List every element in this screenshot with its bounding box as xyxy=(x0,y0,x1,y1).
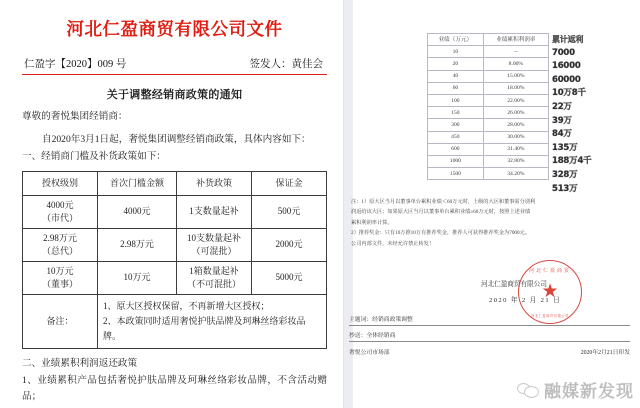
cell-restock-2: 10支数量起补 （可混批） xyxy=(177,228,252,261)
red-divider-rule xyxy=(22,74,327,75)
table-row xyxy=(428,155,549,167)
profit-rebate-table xyxy=(427,33,549,180)
table-row xyxy=(428,94,549,106)
bubble-front xyxy=(524,386,539,398)
cell-profit-rate: 31.40% xyxy=(483,143,548,155)
profit-table-body xyxy=(428,46,549,180)
footnote-line-2: 润返给该大区；如果原大区当月以董事单台累积业绩≥60万元时，按照上述业绩 xyxy=(351,209,531,216)
th-profit-rate: 业绩累积利润率 xyxy=(483,34,548,46)
seal-top-arc-text: 河北仁盈商贸 xyxy=(528,269,572,274)
note-label: 备注： xyxy=(23,294,98,348)
cell-performance: 150 xyxy=(428,107,484,119)
table-row xyxy=(428,70,549,82)
cell-rebate: 10万8千 xyxy=(552,88,586,99)
table-row xyxy=(428,119,549,131)
cell-rebate: 7000 xyxy=(552,47,575,58)
footer-issue-date: 2020年2月21日印发 xyxy=(580,350,630,356)
note-content xyxy=(98,294,327,348)
cell-profit-rate: 32.80% xyxy=(483,155,548,167)
table-note-row xyxy=(23,294,327,348)
footnote-line-3: 累积利润率计算。 xyxy=(351,219,393,226)
section-2-item-1: 1、业绩累积产品包括奢悦护肤品牌及珂琳丝络彩妆品牌，不含活动赠品； xyxy=(22,375,327,402)
table-row xyxy=(428,46,549,58)
cell-rebate: 328万 xyxy=(552,169,578,180)
cell-amount-3: 10万元 xyxy=(98,261,177,294)
th-level: 授权级别 xyxy=(23,171,98,195)
cell-performance: 1000 xyxy=(428,155,484,167)
company-file-title: 河北仁盈商贸有限公司文件 xyxy=(66,19,283,39)
cell-level-2: 2.98万元 （总代） xyxy=(23,228,98,261)
table-row xyxy=(428,107,549,119)
th-deposit: 保证金 xyxy=(252,171,327,195)
footnote-line-5: 公司内部文件，未经允许禁止转发！ xyxy=(351,240,435,247)
cell-performance: 10 xyxy=(428,46,484,58)
footer-cc: 抄送：全体经销商 xyxy=(349,330,630,342)
cell-performance: 20 xyxy=(428,58,484,70)
cell-performance: 300 xyxy=(428,119,484,131)
signature-date: 2020 年 2 月 21 日 xyxy=(489,297,562,304)
cell-rebate: 135万 xyxy=(552,142,578,153)
table-row xyxy=(428,168,549,180)
source-watermark xyxy=(517,377,634,402)
cell-deposit-3: 5000元 xyxy=(252,261,327,294)
table-header-row xyxy=(428,34,549,46)
cell-rebate: 22万 xyxy=(552,101,572,112)
cumulative-rebate-column xyxy=(552,33,618,196)
footnote-line-1: 注：1）原大区当月以董事单台累积业绩＜60万元时，上级的大区和董事需分别利 xyxy=(351,199,536,205)
signature-company: 河北仁盈商贸有限公司 xyxy=(481,281,547,288)
cell-amount-2: 2.98万元 xyxy=(98,228,177,261)
footnote-line-4: 2）推荐奖金：只有10万推10万有推荐奖金，推荐人可获得推荐奖金为7000元。 xyxy=(351,230,530,237)
cell-rebate: 16000 xyxy=(552,61,581,72)
wechat-bubble-icon xyxy=(517,381,539,398)
cell-rebate: 188万4千 xyxy=(552,156,592,167)
footer-department: 奢悦公司市场部 xyxy=(349,350,390,356)
left-document-body xyxy=(22,0,327,408)
table-row xyxy=(428,58,549,70)
cell-restock-3: 1箱数量起补 （不可混批） xyxy=(177,261,252,294)
table-row xyxy=(23,261,327,294)
cell-profit-rate: 18.00% xyxy=(483,82,548,94)
footer-subject: 主题词：经销商政策调整 xyxy=(349,314,630,326)
cell-performance: 100 xyxy=(428,94,484,106)
cell-level-1: 4000元 （市代） xyxy=(23,195,98,228)
cell-performance: 60 xyxy=(428,82,484,94)
table-row xyxy=(23,228,327,261)
seal-bottom-arc-text: 河北仁盈商贸有限公司 xyxy=(531,314,569,318)
document-number: 仁盈字【2020】009 号 xyxy=(24,59,127,70)
cell-performance: 600 xyxy=(428,143,484,155)
cell-profit-rate: 28.00% xyxy=(483,119,548,131)
cell-profit-rate: 34.20% xyxy=(483,168,548,180)
table-row xyxy=(428,82,549,94)
cell-deposit-2: 2000元 xyxy=(252,228,327,261)
cell-performance: 40 xyxy=(428,70,484,82)
cell-profit-rate: 8.00% xyxy=(483,58,548,70)
intro-paragraph: 自2020年3月1日起，奢悦集团调整经销商政策，具体内容如下： xyxy=(42,133,311,145)
salutation: 尊敬的奢悦集团经销商： xyxy=(22,111,128,123)
document-number-row xyxy=(22,56,327,71)
cell-performance: 1500 xyxy=(428,168,484,180)
cell-rebate: 60000 xyxy=(552,74,581,85)
table-row xyxy=(23,195,327,228)
cell-deposit-1: 500元 xyxy=(252,195,327,228)
cell-rebate: 513万 xyxy=(552,183,578,194)
table-header-row xyxy=(23,171,327,195)
cell-performance: 450 xyxy=(428,131,484,143)
cell-restock-1: 1支数量起补 xyxy=(177,195,252,228)
cell-profit-rate: 22.00% xyxy=(483,94,548,106)
th-first-threshold: 首次门槛金额 xyxy=(98,171,177,195)
watermark-text: 融媒新发现 xyxy=(544,382,634,401)
note-line-2: 2、本政策同时适用奢悦护肤品牌及珂琳丝络彩妆品牌。 xyxy=(103,315,306,341)
document-footer xyxy=(349,314,630,362)
notice-title: 关于调整经销商政策的通知 xyxy=(106,89,243,102)
table-footnotes xyxy=(351,197,632,249)
right-document-body xyxy=(349,0,640,408)
cell-rebate: 39万 xyxy=(552,115,572,126)
note-line-1: 1、原大区授权保留，不再新增大区授权； xyxy=(103,300,270,311)
th-performance: 业绩（万元） xyxy=(428,34,484,46)
cell-level-3: 10万元 （董事） xyxy=(23,261,98,294)
section-2-heading: 二、业绩累积利润返还政策 xyxy=(22,357,138,369)
document-page-right xyxy=(349,0,640,408)
cell-profit-rate: 15.00% xyxy=(483,70,548,82)
cell-profit-rate: 30.00% xyxy=(483,131,548,143)
cell-amount-1: 4000元 xyxy=(98,195,177,228)
rebate-column-header: 累计返利 xyxy=(552,35,584,44)
cell-profit-rate: 26.00% xyxy=(483,107,548,119)
cell-profit-rate: -- xyxy=(483,46,548,58)
cell-rebate: 84万 xyxy=(552,129,572,140)
table-row xyxy=(428,143,549,155)
table-row xyxy=(428,131,549,143)
section-1-heading: 一、经销商门槛及补货政策如下： xyxy=(22,151,166,163)
footer-issue-row xyxy=(349,347,630,358)
document-issuer: 签发人：黄佳会 xyxy=(249,59,323,70)
th-restock: 补货政策 xyxy=(177,171,252,195)
dealer-policy-table xyxy=(22,171,327,349)
